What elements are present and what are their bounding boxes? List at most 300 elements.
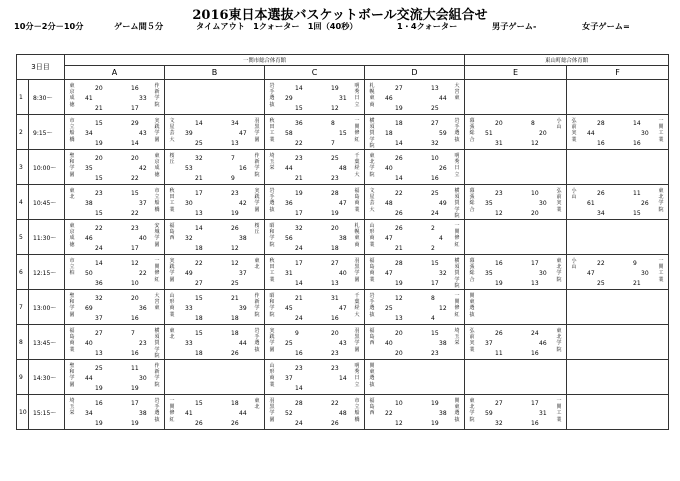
game-cell	[365, 395, 465, 430]
score: 19	[131, 385, 139, 392]
score: 24	[95, 245, 103, 252]
home-team: 文星芸大	[369, 188, 375, 213]
score: 23	[231, 190, 239, 197]
score: 21	[633, 280, 641, 287]
start-time: 15:15～	[29, 395, 65, 430]
score: 2	[431, 225, 435, 232]
score: 27	[331, 260, 339, 267]
game-box	[265, 255, 364, 289]
home-team: 東北	[69, 188, 75, 201]
game-cell	[65, 325, 165, 360]
score: 34	[85, 130, 93, 137]
score: 19	[431, 420, 439, 427]
away-team: 埼玉栄	[454, 328, 460, 347]
game-box	[165, 325, 264, 359]
schedule-table	[16, 54, 669, 430]
game-box	[165, 255, 264, 289]
score: 10	[431, 155, 439, 162]
away-team: 作新学院	[154, 83, 160, 108]
score: 22	[131, 175, 139, 182]
score: 15	[195, 400, 203, 407]
away-team: 東北学院	[556, 328, 562, 353]
home-team: 札幌東商	[369, 83, 375, 108]
game-box	[65, 80, 164, 114]
start-time: 9:15～	[29, 115, 65, 150]
score: 58	[285, 130, 293, 137]
score: 13	[331, 280, 339, 287]
score: 20	[495, 120, 503, 127]
start-time: 12:15～	[29, 255, 65, 290]
venue-ichinoseki: 一関市総合体育館	[65, 55, 465, 66]
score: 13	[231, 140, 239, 147]
score: 15	[95, 210, 103, 217]
score: 28	[597, 120, 605, 127]
score: 44	[239, 410, 247, 417]
score: 18	[231, 400, 239, 407]
score: 19	[95, 140, 103, 147]
score: 51	[485, 130, 493, 137]
game-cell	[165, 395, 265, 430]
score: 16	[531, 420, 539, 427]
score: 46	[539, 340, 547, 347]
score: 38	[85, 200, 93, 207]
score: 36	[95, 280, 103, 287]
game-box	[165, 220, 264, 254]
game-box	[265, 115, 364, 149]
home-team: 東京成徳	[69, 223, 75, 248]
game-box	[65, 255, 164, 289]
game-number: 2	[17, 115, 29, 150]
score: 15	[95, 175, 103, 182]
game-number: 6	[17, 255, 29, 290]
home-team: 昭和学院	[269, 223, 275, 248]
game-interval: ゲーム間５分	[114, 21, 164, 31]
score: 25	[195, 140, 203, 147]
score: 37	[139, 200, 147, 207]
home-team: 山形商業	[169, 293, 175, 318]
table-row	[17, 360, 669, 395]
score: 25	[431, 190, 439, 197]
game-cell	[465, 255, 567, 290]
home-team: 秋田工業	[269, 258, 275, 283]
score: 17	[531, 260, 539, 267]
score: 26	[439, 165, 447, 172]
score: 11	[633, 190, 641, 197]
game-cell	[265, 325, 365, 360]
game-cell	[567, 255, 669, 290]
empty-slot	[567, 80, 669, 115]
start-time: 10:45～	[29, 185, 65, 220]
score: 26	[395, 225, 403, 232]
game-box	[365, 395, 464, 429]
score: 17	[531, 400, 539, 407]
game-cell	[65, 150, 165, 185]
away-team: 東北	[254, 258, 260, 271]
score: 45	[285, 305, 293, 312]
score: 25	[285, 340, 293, 347]
score: 17	[431, 280, 439, 287]
score: 25	[95, 365, 103, 372]
home-team: 幕張総合	[469, 188, 475, 213]
empty-slot	[567, 360, 669, 395]
score: 31	[495, 140, 503, 147]
score: 29	[131, 120, 139, 127]
score: 14	[95, 260, 103, 267]
score: 19	[131, 420, 139, 427]
score: 19	[495, 280, 503, 287]
score: 31	[331, 295, 339, 302]
game-box	[265, 185, 364, 219]
score: 22	[331, 400, 339, 407]
game-number: 4	[17, 185, 29, 220]
game-box	[567, 255, 668, 289]
start-time: 8:30～	[29, 80, 65, 115]
score: 48	[339, 165, 347, 172]
away-team: 一関修紅	[454, 223, 460, 248]
empty-slot	[465, 80, 567, 115]
court-d: D	[365, 66, 465, 80]
away-team: 岩手選抜	[454, 118, 460, 143]
score: 16	[95, 400, 103, 407]
score: 40	[85, 340, 93, 347]
girls-legend: 女子ゲーム=	[582, 21, 630, 31]
game-cell	[65, 185, 165, 220]
home-team: 福島西	[169, 223, 175, 242]
home-team: 東北	[169, 328, 175, 341]
score: 47	[587, 270, 595, 277]
score: 32	[295, 225, 303, 232]
game-box	[65, 325, 164, 359]
score: 15	[431, 330, 439, 337]
score: 29	[285, 95, 293, 102]
away-team: 東北	[254, 398, 260, 411]
score: 59	[439, 130, 447, 137]
score: 13	[95, 350, 103, 357]
table-row	[17, 115, 669, 150]
game-cell	[65, 290, 165, 325]
score: 53	[185, 165, 193, 172]
home-team: 聖和学園	[69, 153, 75, 178]
home-team: 聖和学園	[69, 293, 75, 318]
game-cell	[465, 290, 567, 325]
score: 19	[395, 280, 403, 287]
score: 42	[239, 200, 247, 207]
game-box	[265, 220, 364, 254]
score: 13	[395, 315, 403, 322]
score: 12	[495, 210, 503, 217]
empty-slot	[567, 290, 669, 325]
away-team: 市立船橋	[154, 188, 160, 213]
score: 30	[139, 375, 147, 382]
home-team: 岩手選抜	[269, 188, 275, 213]
score: 2	[431, 245, 435, 252]
home-team: 羽黒学園	[269, 398, 275, 423]
score: 14	[195, 120, 203, 127]
score: 49	[185, 270, 193, 277]
score: 40	[139, 235, 147, 242]
away-team: 作新学院	[154, 363, 160, 388]
table-row	[17, 325, 669, 360]
home-team: 桜丘	[169, 153, 175, 166]
score: 12	[395, 295, 403, 302]
score: 18	[195, 350, 203, 357]
score: 20	[95, 85, 103, 92]
score: 16	[531, 350, 539, 357]
score: 50	[85, 270, 93, 277]
away-team: 一関工業	[658, 258, 664, 283]
score: 48	[339, 410, 347, 417]
score: 30	[641, 130, 649, 137]
score: 15	[295, 105, 303, 112]
score: 23	[331, 350, 339, 357]
score: 32	[495, 420, 503, 427]
away-team: 横須賀学院	[454, 188, 460, 219]
score: 25	[597, 280, 605, 287]
score: 61	[587, 200, 595, 207]
schedule-body	[17, 80, 669, 430]
score: 11	[495, 350, 503, 357]
score: 25	[331, 155, 339, 162]
game-box	[365, 360, 464, 394]
score: 7	[131, 330, 135, 337]
game-box	[265, 325, 364, 359]
game-box	[465, 290, 566, 324]
score: 12	[395, 420, 403, 427]
score: 25	[431, 105, 439, 112]
score: 47	[339, 305, 347, 312]
score: 41	[85, 95, 93, 102]
score: 30	[185, 200, 193, 207]
game-box	[365, 290, 464, 324]
score: 13	[531, 280, 539, 287]
score: 8	[431, 295, 435, 302]
home-team: 福島商業	[69, 328, 75, 353]
game-cell	[265, 80, 365, 115]
score: 14	[295, 280, 303, 287]
game-cell	[465, 185, 567, 220]
game-box	[65, 395, 164, 429]
score: 12	[231, 260, 239, 267]
score: 48	[385, 200, 393, 207]
away-team: 千葉経大	[354, 293, 360, 318]
score: 28	[331, 190, 339, 197]
score: 15	[95, 120, 103, 127]
home-team: 東北学院	[469, 398, 475, 423]
home-team: 秋田工業	[269, 118, 275, 143]
game-box	[65, 115, 164, 149]
table-row	[17, 80, 669, 115]
score: 39	[239, 305, 247, 312]
home-team: 岩手選抜	[369, 293, 375, 318]
game-box	[165, 150, 264, 184]
game-cell	[265, 150, 365, 185]
timeout-rule: タイムアウト 1クォーター 1回（40秒）	[196, 21, 358, 31]
table-row	[17, 290, 669, 325]
score: 20	[331, 225, 339, 232]
score: 8	[531, 120, 535, 127]
away-team: 横須賀学院	[154, 328, 160, 359]
game-cell	[165, 220, 265, 255]
score: 24	[531, 330, 539, 337]
home-team: 一関修紅	[169, 398, 175, 423]
away-team: 札幌東商	[354, 223, 360, 248]
score: 31	[285, 270, 293, 277]
table-row	[17, 255, 669, 290]
score: 15	[339, 130, 347, 137]
game-box	[365, 185, 464, 219]
score: 31	[539, 410, 547, 417]
score: 36	[295, 120, 303, 127]
score: 39	[185, 130, 193, 137]
game-box	[365, 80, 464, 114]
score: 16	[131, 350, 139, 357]
score: 32	[431, 140, 439, 147]
score: 21	[195, 175, 203, 182]
game-box	[165, 185, 264, 219]
home-team: 東京成徳	[69, 83, 75, 108]
score: 14	[633, 120, 641, 127]
game-box	[65, 290, 164, 324]
score: 20	[395, 330, 403, 337]
score: 37	[285, 375, 293, 382]
score: 18	[385, 130, 393, 137]
score: 22	[597, 260, 605, 267]
game-number: 3	[17, 150, 29, 185]
score: 49	[439, 200, 447, 207]
score: 10	[531, 190, 539, 197]
game-box	[465, 255, 566, 289]
away-team: 大宮東	[454, 83, 460, 102]
empty-slot	[567, 220, 669, 255]
game-box	[567, 185, 668, 219]
score: 13	[431, 85, 439, 92]
score: 34	[85, 410, 93, 417]
empty-slot	[465, 220, 567, 255]
score: 26	[195, 420, 203, 427]
score: 23	[139, 340, 147, 347]
score: 47	[385, 235, 393, 242]
score: 4	[439, 235, 443, 242]
start-time: 10:00～	[29, 150, 65, 185]
score: 16	[495, 260, 503, 267]
away-team: 羽黒学園	[254, 118, 260, 143]
score: 40	[385, 340, 393, 347]
score: 56	[285, 235, 293, 242]
table-row	[17, 150, 669, 185]
score: 30	[641, 270, 649, 277]
game-box	[465, 115, 566, 149]
home-team: 福島西	[369, 398, 375, 417]
score: 16	[597, 140, 605, 147]
score: 20	[531, 210, 539, 217]
empty-slot	[165, 360, 265, 395]
score: 21	[295, 295, 303, 302]
score: 16	[633, 140, 641, 147]
score: 9	[231, 175, 235, 182]
away-team: 一関工業	[658, 118, 664, 143]
score: 26	[495, 330, 503, 337]
score: 16	[295, 350, 303, 357]
score: 20	[395, 350, 403, 357]
score: 20	[131, 295, 139, 302]
game-box	[265, 395, 364, 429]
start-time: 14:30～	[29, 360, 65, 395]
game-cell	[165, 150, 265, 185]
score: 40	[385, 165, 393, 172]
empty-slot	[165, 80, 265, 115]
game-box	[65, 150, 164, 184]
score: 18	[231, 315, 239, 322]
score: 30	[539, 200, 547, 207]
game-box	[165, 290, 264, 324]
score: 33	[139, 95, 147, 102]
game-cell	[465, 395, 567, 430]
score: 23	[331, 365, 339, 372]
away-team: 実践学園	[254, 188, 260, 213]
score: 36	[285, 200, 293, 207]
game-box	[465, 395, 566, 429]
game-cell	[265, 395, 365, 430]
score: 44	[439, 95, 447, 102]
game-cell	[365, 150, 465, 185]
score: 9	[295, 330, 299, 337]
game-number: 5	[17, 220, 29, 255]
score: 44	[587, 130, 595, 137]
score: 14	[195, 225, 203, 232]
score: 44	[85, 375, 93, 382]
table-row	[17, 220, 669, 255]
game-number: 7	[17, 290, 29, 325]
score: 22	[395, 190, 403, 197]
score: 15	[195, 295, 203, 302]
home-team: 小山	[571, 188, 577, 201]
away-team: 一関修紅	[454, 293, 460, 318]
away-team: 福島商業	[354, 188, 360, 213]
away-team: 羽黒学園	[354, 328, 360, 353]
game-cell	[365, 360, 465, 395]
game-cell	[265, 115, 365, 150]
score: 22	[295, 140, 303, 147]
score: 20	[131, 155, 139, 162]
score: 23	[331, 175, 339, 182]
home-team: 埼玉栄	[69, 398, 75, 417]
home-team: 秋田工業	[169, 188, 175, 213]
game-cell	[567, 185, 669, 220]
score: 15	[195, 330, 203, 337]
score: 12	[531, 140, 539, 147]
score: 18	[195, 245, 203, 252]
game-cell	[65, 220, 165, 255]
game-cell	[365, 220, 465, 255]
game-cell	[365, 325, 465, 360]
score: 14	[339, 375, 347, 382]
score: 23	[295, 155, 303, 162]
score: 32	[185, 235, 193, 242]
score: 15	[431, 260, 439, 267]
score: 18	[195, 315, 203, 322]
score: 25	[385, 305, 393, 312]
score: 35	[85, 165, 93, 172]
game-cell	[165, 325, 265, 360]
game-cell	[265, 290, 365, 325]
court-f: F	[567, 66, 669, 80]
score: 17	[295, 210, 303, 217]
game-cell	[567, 115, 669, 150]
score: 22	[139, 270, 147, 277]
score: 8	[331, 120, 335, 127]
away-team: 明秀日立	[454, 153, 460, 178]
score: 20	[331, 330, 339, 337]
